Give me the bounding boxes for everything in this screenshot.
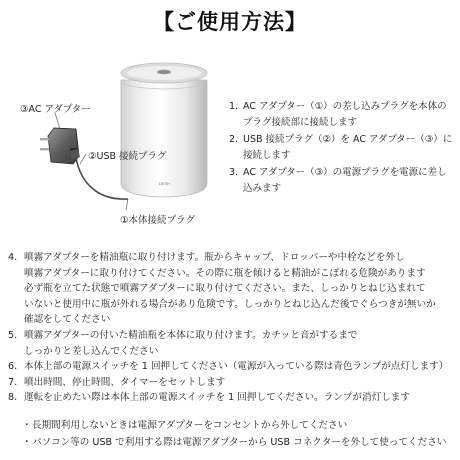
instruction-number: 8. <box>8 392 18 404</box>
step-3 <box>229 165 455 196</box>
usb-plug-label: ②USB 接続プラグ <box>88 151 167 162</box>
usb-leader <box>80 154 86 164</box>
instruction-number: 4. <box>8 252 18 263</box>
usb-cable <box>76 158 128 199</box>
note-text: 長期間利用しないときは電源アダプターをコンセントから外してください <box>32 420 348 431</box>
page-title: 【ご使用方法】 <box>153 10 307 34</box>
instruction-line: 噴霧アダプターを精油瓶に取り付けます。瓶からキャップ、ドロッパーや中栓などを外し <box>24 252 405 263</box>
body-plug-leader <box>126 199 128 210</box>
step-text: AC アダプター（①）の差し込みプラグを本体のプラグ接続部に接続します <box>243 101 447 128</box>
note-text: パソコン等の USB で利用する際は電源アダプターから USB コネクターを外して使ってください <box>32 437 447 448</box>
instruction-line: 噴霧アダプターに取り付けてください。その際に瓶を傾けると精油がこぼれる危険があります <box>24 267 426 279</box>
instruction-line: 噴出時間、停止時間、タイマーをセットします <box>24 376 226 388</box>
step-number: 2. <box>229 134 239 145</box>
bullet-icon: ・ <box>22 420 32 431</box>
step-text: AC アダプター（③）の電源プラグを電源に差し込みます <box>243 167 447 194</box>
note-item <box>22 434 456 451</box>
step-number: 3. <box>229 167 239 178</box>
instruction-line: 運転を止めたい際は本体上部の電源スイッチを 1 回押してください。ランプが消灯します <box>24 392 410 404</box>
instruction-6 <box>8 359 456 375</box>
instruction-line: 本体上部の電源スイッチを 1 回押してください（電源が入っている際は青色ランプが点灯します） <box>24 361 449 373</box>
instruction-line: しっかりと差し込んでください <box>24 345 159 357</box>
instruction-line: いないと使用中に瓶が外れる場合があり危険です。しっかりとねじ込んだ後でぐらつきが無いか <box>24 298 436 310</box>
body-plug-label: ①本体接続プラグ <box>120 215 196 226</box>
instruction-number: 5. <box>8 329 18 341</box>
adapter-leader <box>55 113 60 129</box>
instruction-number: 6. <box>8 361 18 373</box>
connection-steps <box>229 99 455 198</box>
diffuser-body <box>121 63 207 197</box>
note-item <box>22 417 456 434</box>
instruction-7 <box>8 375 456 391</box>
bullet-icon: ・ <box>22 437 32 448</box>
instruction-8 <box>8 390 456 406</box>
instruction-5 <box>8 328 456 359</box>
usage-instructions <box>8 250 456 406</box>
instruction-4 <box>8 250 456 328</box>
step-number: 1. <box>229 101 239 112</box>
adapter-label: ③AC アダプター <box>20 104 91 115</box>
instruction-line: 確認をしてください <box>24 314 111 326</box>
step-1 <box>229 99 455 130</box>
step-text: USB 接続プラグ（②）を AC アダプター（③）に接続します <box>243 134 453 161</box>
device-logo: DESH <box>159 181 171 186</box>
instruction-line: 噴霧アダプターの付いた精油瓶を本体に取り付けます。カチッと音がするまで <box>24 329 358 341</box>
notes <box>22 417 456 451</box>
instruction-number: 7. <box>8 376 18 388</box>
instruction-line: 必ず瓶を立てた状態で噴霧アダプターに取り付けてください。また、しっかりとねじ込まれて <box>24 283 426 295</box>
step-2 <box>229 132 455 163</box>
